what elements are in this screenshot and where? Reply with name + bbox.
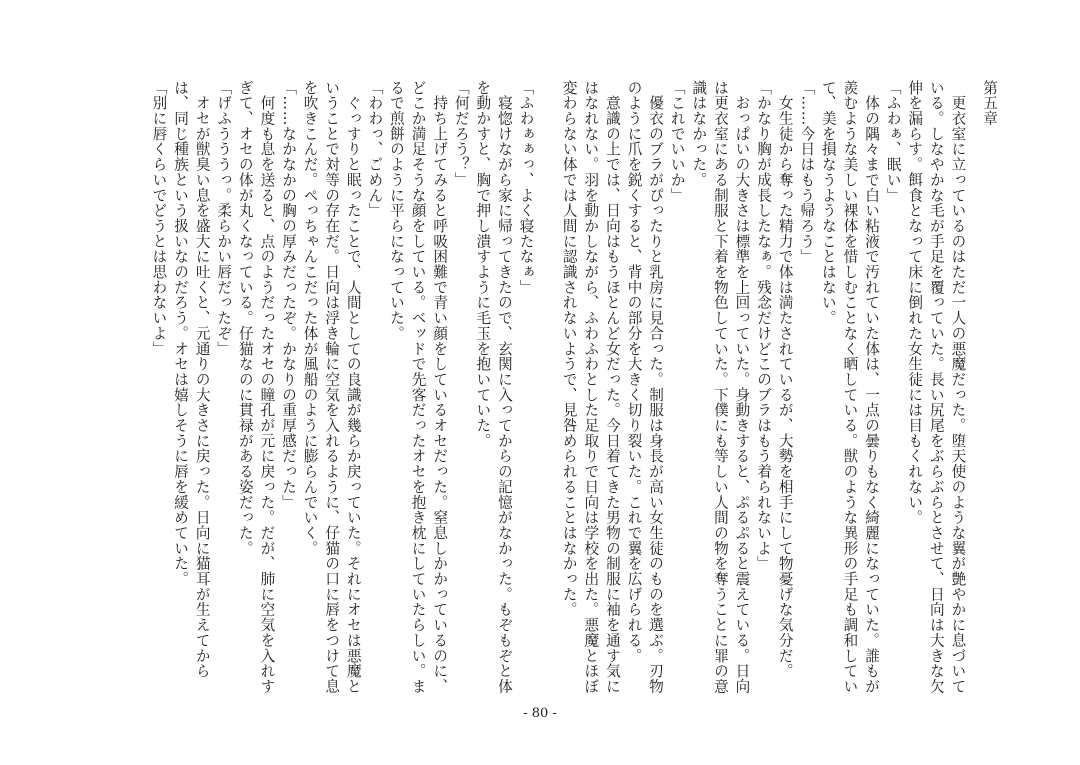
page-number: - 80 -: [523, 706, 557, 721]
paragraph: 女生徒から奪った精力で体は満たされているが、大勢を相手にして物憂げな気分だ。: [776, 80, 794, 679]
paragraph: 「別に唇くらいでどうとは思わないよ」: [150, 80, 168, 357]
paragraph: 「ふわぁぁっ、よく寝たなぁ」: [517, 80, 535, 295]
paragraph: 持ち上げてみると呼吸困難で青い顔をしているオセだった。窒息しかかっているのに、どこか満足そうな顔をしている。ベッドで先客だったオセを抱き枕にしていたらしい。まるで煎餅のように平らになっていた。: [387, 80, 449, 694]
vertical-text-body: [80, 80, 1000, 700]
paragraph: 何度も息を送ると、点のようだったオセの瞳孔が元に戻った。だが、肺に空気を入れすぎて、オセの体が丸くなっている。仔猫なのに貫禄がある姿だった。: [236, 80, 276, 694]
paragraph: 意識の上では、日向はもうほとんど女だった。今日着てきた男物の制服に袖を通す気にはなれない。羽を動かしながら、ふわふわとした足取りで日向は学校を出た。悪魔とほぼ変わらない体では人間に認識されないようで、見咎められることはなかった。: [560, 80, 621, 694]
paragraph: 「ふわぁ、眠い」: [884, 80, 902, 203]
paragraph: 「かなり胸が成長したなぁ。残念だけどこのブラはもう着られないよ」: [755, 80, 773, 572]
paragraph: 体の隅々まで白い粘液で汚れていた体は、一点の曇りもなく綺麗になっていた。誰もが羨むような美しい裸体を惜しむことなく晒している。獣のような異形の手足も調和していて、美を損なうようなことはない。: [819, 80, 881, 694]
paragraph: オセが獣臭い息を盛大に吐くと、元通りの大きさに戻った。日向に猫耳が生えてからは、同じ種族という扱いなのだろう。オセは嬉しそうに唇を緩めていた。: [172, 80, 211, 679]
paragraph: 寝惚けながら家に帰ってきたので、玄関に入ってからの記憶がなかった。もぞもぞと体を動かすと、胸で押し潰すように毛玉を抱いていた。: [474, 80, 513, 694]
section-break: [537, 80, 559, 700]
paragraph: ぐっすりと眠ったことで、人間としての良識が幾らか戻っていた。それにオセは悪魔ということで対等の存在だ。日向は浮き輪に空気を入れるように、仔猫の口に唇をつけて息を吹きこんだ。ぺっちゃんこだった体が風船のように膨らんでいく。: [301, 80, 362, 694]
paragraph: 「……なかなかの胸の厚みだったぞ。かなりの重厚感だった」: [280, 80, 297, 510]
paragraph: 「これでいいか」: [668, 80, 686, 203]
paragraph: 「何だろう？」: [452, 80, 470, 188]
paragraph: 「わわっ、ごめん」: [366, 80, 384, 219]
paragraph: 「……今日はもう帰ろう」: [798, 80, 816, 265]
paragraph: 優衣のブラがぴったりと乳房に見合った。制服は身長が高い女生徒のものを選ぶ。刃物のように爪を鋭くすると、背中の部分を大きく切り裂いた。これで翼を広げられる。: [625, 80, 665, 694]
chapter-title: 第五章: [981, 80, 998, 127]
paragraph: 更衣室に立っているのはただ一人の悪魔だった。堕天使のような翼が艶やかに息づいている。しなやかな毛が手足を覆っていた。長い尻尾をぶらぶらとさせて、日向は大きな欠伸を漏らす。餌食となって床に倒れた女生徒には目もくれない。: [906, 80, 967, 694]
paragraph: おっぱいの大きさは標準を上回っていた。身動きすると、ぷるぷると震えている。日向は更衣室にある制服と下着を物色していた。下僕にも等しい人間の物を奪うことに罪の意識はなかった。: [690, 80, 751, 694]
paragraph: 「げふうううっ。柔らかい唇だったぞ」: [215, 80, 233, 357]
